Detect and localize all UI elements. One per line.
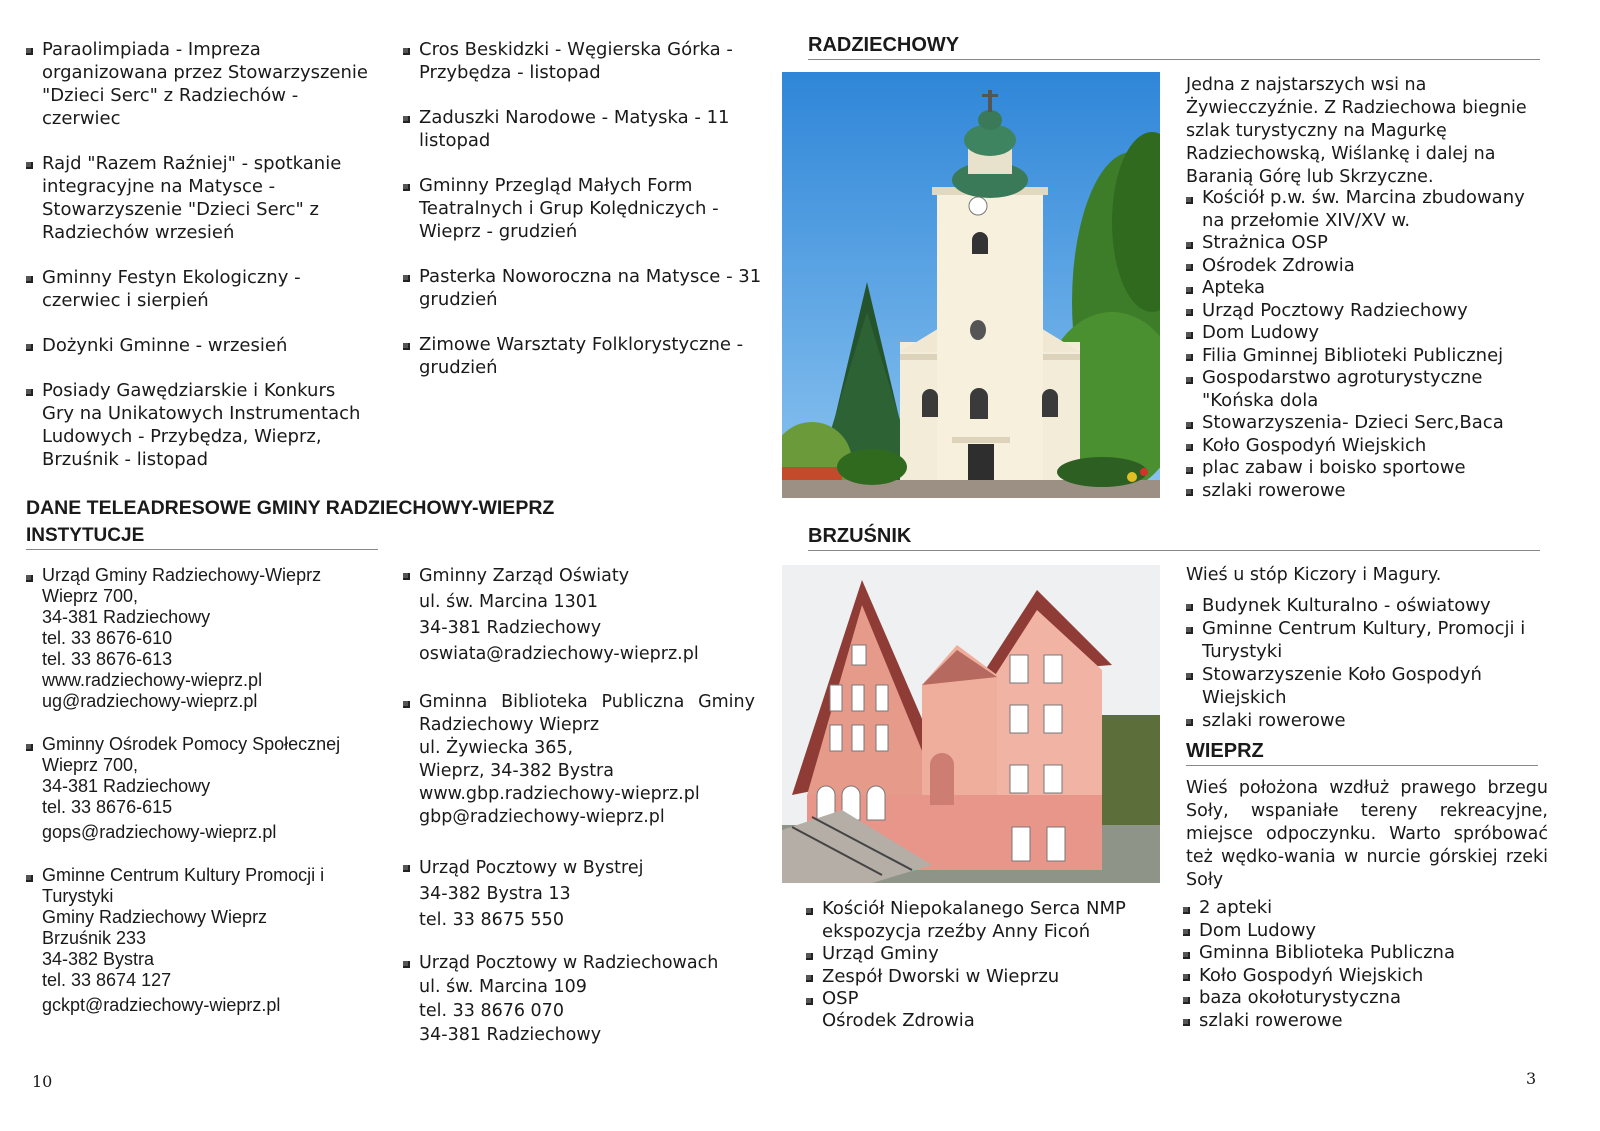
email-link[interactable]: gckpt@radziechowy-wieprz.pl [42,995,281,1015]
word: Publiczna [601,692,685,712]
line: 34-381 Radziechowy [42,776,211,796]
radziechowy-intro: Jedna z najstarszych wsi na Żywiecczyźnie. Z Radziechowa biegnie szlak turystyczny na Magurkę Radziechowską, Wiślankę i dalej na Baranią Górę lub Skrzyczne. [1186,75,1527,187]
list-item: Zimowe Warsztaty Folklorystyczne - grudzień [403,333,763,379]
list-item [403,855,755,933]
website-link[interactable]: www.radziechowy-wieprz.pl [42,670,263,690]
list-item: Dom Ludowy [1186,322,1546,345]
line: Wieprz, 34-382 Bystra [419,761,614,781]
email-link[interactable]: gops@radziechowy-wieprz.pl [42,822,277,842]
page-number-left: 10 [32,1072,53,1091]
list-item: Gminna Biblioteka Publiczna [1183,942,1543,965]
radziechowy-heading: RADZIECHOWY [808,34,1540,60]
line: Gminny Zarząd Oświaty [419,566,630,586]
wieprz-intro: Wieś położona wzdłuż prawego brzegu Soły, wspaniałe tereny rekreacyjne, miejsce odpoczynku. Warto spróbować też wędko-wania w nurcie górskiej rzeki Soły [1186,778,1548,890]
line: Urząd Pocztowy w Radziechowach [419,953,719,973]
line: 34-381 Radziechowy [419,618,602,638]
list-item: Koło Gospodyń Wiejskich [1183,965,1543,988]
list-item: Filia Gminnej Biblioteki Publicznej [1186,345,1546,368]
line: 34-381 Radziechowy [419,1025,602,1045]
list-item [403,563,755,667]
list-item: Cros Beskidzki - Węgierska Górka - Przybędza - listopad [403,38,763,84]
radziechowy-list [1186,187,1546,502]
line: Urząd Gminy Radziechowy-Wieprz [42,565,322,585]
list-item: Gminne Centrum Kultury, Promocji i Turystyki [1186,617,1546,663]
list-item: plac zabaw i boisko sportowe [1186,457,1546,480]
list-item: Gospodarstwo agroturystyczne "Końska dola [1186,367,1546,412]
institutions-subtitle: INSTYTUCJE [26,525,378,550]
list-item: Strażnica OSP [1186,232,1546,255]
list-item: Ośrodek Zdrowia [1186,255,1546,278]
email-link[interactable]: gbp@radziechowy-wieprz.pl [419,807,665,827]
list-item [26,565,376,712]
list-item: szlaki rowerowe [1186,480,1546,503]
brzusnik-extra: Ośrodek Zdrowia [822,1010,975,1031]
list-item: Urząd Gminy [806,943,1156,966]
list-item: Dożynki Gminne - wrzesień [26,334,371,357]
list-item: Gminny Przegląd Małych Form Teatralnych i Grup Kolędniczych - Wieprz - grudzień [403,174,763,243]
word: Gminna [419,692,488,712]
list-item: 2 apteki [1183,897,1543,920]
brzusnik-list [1186,594,1546,732]
building-image [782,565,1160,883]
list-item: Posiady Gawędziarskie i Konkurs Gry na Unikatowych Instrumentach Ludowych - Przybędza, Wieprz, Brzuśnik - listopad [26,379,371,471]
line: 34-382 Bystra 13 [419,884,571,904]
list-item: Rajd "Razem Raźniej" - spotkanie integracyjne na Matysce - Stowarzyszenie "Dzieci Serc" z Radziechów wrzesień [26,152,371,244]
list-item: Zespół Dworski w Wieprzu [806,966,1156,989]
page-number-right: 3 [1526,1069,1537,1088]
list-item: Budynek Kulturalno - oświatowy [1186,594,1546,617]
brzusnik-intro: Wieś u stóp Kiczory i Magury. [1186,565,1442,585]
list-item [403,951,755,1047]
church-image [782,72,1160,498]
email-link[interactable]: oswiata@radziechowy-wieprz.pl [419,644,699,664]
institutions-list-col1 [26,565,376,1038]
line: ul. św. Marcina 1301 [419,592,599,612]
line: 34-381 Radziechowy [42,607,211,627]
line: Wieprz 700, [42,586,139,606]
line: Gminne Centrum Kultury Promocji i [42,865,325,885]
line: Turystyki [42,886,114,906]
cultural-building-photo [782,565,1160,883]
church-photo [782,72,1160,498]
line: Radziechowy Wieprz [419,715,600,735]
list-item: Gminny Festyn Ekologiczny - czerwiec i sierpień [26,266,371,312]
list-item [403,691,755,829]
word: Gminy [698,692,755,712]
line: tel. 33 8676-610 [42,628,173,648]
brzusnik-heading: BRZUŚNIK [808,525,1540,551]
list-item: Stowarzyszenia- Dzieci Serc,Baca [1186,412,1546,435]
line: Gminy Radziechowy Wieprz [42,907,268,927]
wieprz-heading: WIEPRZ [1186,740,1538,766]
list-item: Apteka [1186,277,1546,300]
list-item: Stowarzyszenie Koło Gospodyń Wiejskich [1186,663,1546,709]
line: Gminny Ośrodek Pomocy Społecznej [42,734,341,754]
line: Wieprz 700, [42,755,139,775]
list-item: Urząd Pocztowy Radziechowy [1186,300,1546,323]
word: Biblioteka [501,692,588,712]
list-item: baza okołoturystyczna [1183,987,1543,1010]
line: ul. Żywiecka 365, [419,738,574,758]
line: tel. 33 8674 127 [42,970,172,990]
line [419,691,755,714]
contacts-title: DANE TELEADRESOWE GMINY RADZIECHOWY-WIEPRZ [26,497,555,519]
website-link[interactable]: www.gbp.radziechowy-wieprz.pl [419,784,700,804]
wieprz-list [1183,897,1543,1032]
list-item: Pasterka Noworoczna na Matysce - 31 grudzień [403,265,763,311]
line: tel. 33 8676-613 [42,649,173,669]
events-list-col2 [403,38,763,401]
line: tel. 33 8675 550 [419,910,564,930]
list-item: Kościół Niepokalanego Serca NMP ekspozycja rzeźby Anny Ficoń [806,898,1156,943]
list-item: szlaki rowerowe [1186,709,1546,732]
list-item: Zaduszki Narodowe - Matyska - 11 listopad [403,106,763,152]
brzusnik-below-list [806,898,1156,1011]
list-item: Koło Gospodyń Wiejskich [1186,435,1546,458]
list-item: szlaki rowerowe [1183,1010,1543,1033]
line: 34-382 Bystra [42,949,155,969]
events-list-col1 [26,38,371,493]
list-item: Dom Ludowy [1183,920,1543,943]
list-item: Paraolimpiada - Impreza organizowana przez Stowarzyszenie "Dzieci Serc" z Radziechów - czerwiec [26,38,371,130]
email-link[interactable]: ug@radziechowy-wieprz.pl [42,691,258,711]
list-item: OSP [806,988,1156,1011]
line: Urząd Pocztowy w Bystrej [419,858,644,878]
line: Brzuśnik 233 [42,928,147,948]
list-item [26,865,376,1016]
institutions-list-col2 [403,563,755,1069]
line: ul. św. Marcina 109 [419,977,587,997]
line: tel. 33 8676-615 [42,797,173,817]
list-item: Kościół p.w. św. Marcina zbudowany na przełomie XIV/XV w. [1186,187,1546,232]
line: tel. 33 8676 070 [419,1001,564,1021]
list-item [26,734,376,843]
